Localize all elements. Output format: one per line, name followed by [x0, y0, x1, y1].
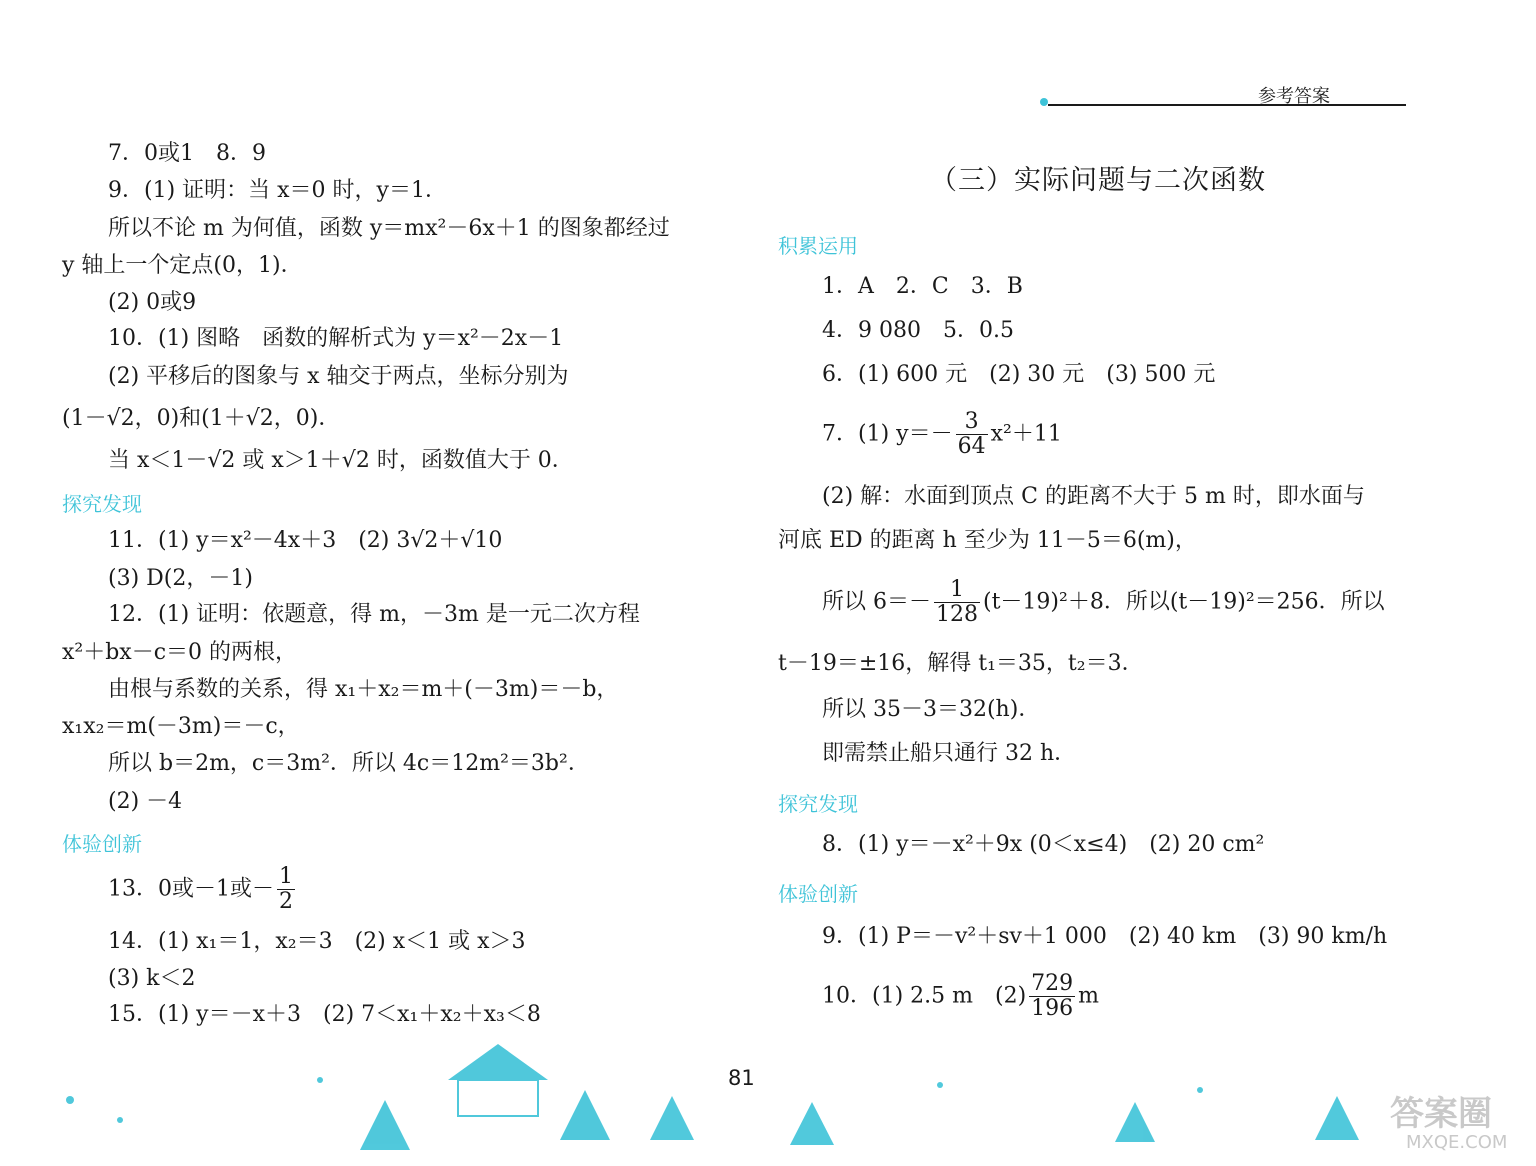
- answer-line: 河底 ED 的距离 h 至少为 11－5＝6(m)，: [778, 528, 1197, 553]
- snowflake-shape: [66, 1096, 74, 1104]
- answer-q10: [822, 972, 1099, 1021]
- section-explore: 探究发现: [62, 492, 142, 516]
- header-label: 参考答案: [1258, 86, 1330, 107]
- answer-line: 15．(1) y＝－x＋3 (2) 7＜x₁＋x₂＋x₃＜8: [108, 1002, 541, 1027]
- q13-text: 13．0或－1或－: [108, 876, 274, 902]
- eq-text: 所以 6＝－: [822, 589, 931, 615]
- footer-decoration: [0, 1030, 1536, 1166]
- tree-shape: [650, 1096, 694, 1140]
- q7-suffix: x²＋11: [990, 421, 1062, 447]
- page-number: 81: [728, 1066, 755, 1090]
- answer-line: 所以 b＝2m，c＝3m²．所以 4c＝12m²＝3b²．: [108, 751, 590, 776]
- fraction: [934, 578, 980, 627]
- answer-line: 7．0或1 8．9: [108, 141, 266, 166]
- section-innovate: 体验创新: [62, 832, 142, 856]
- header-rule: [1048, 104, 1406, 106]
- section-practice: 积累运用: [778, 234, 858, 258]
- answer-line: 1．A 2．C 3．B: [822, 274, 1023, 299]
- section-explore-right: 探究发现: [778, 792, 858, 816]
- answer-line: 所以 35－3＝32(h)．: [822, 697, 1041, 722]
- tree-shape: [560, 1090, 610, 1140]
- answer-line: x²＋bx－c＝0 的两根，: [62, 640, 298, 665]
- answer-line: 9．(1) P＝－v²＋sv＋1 000 (2) 40 km (3) 90 km/h: [822, 924, 1388, 949]
- watermark-site: MXQE.COM: [1406, 1132, 1508, 1153]
- answer-line: 11．(1) y＝x²－4x＋3 (2) 3√2＋√10: [108, 528, 503, 553]
- answer-eq: [822, 578, 1385, 627]
- fraction-num: 3: [956, 410, 988, 435]
- snowflake-shape: [317, 1077, 323, 1083]
- house-body-shape: [458, 1080, 538, 1116]
- snowflake-shape: [937, 1082, 943, 1088]
- answer-line: 由根与系数的关系，得 x₁＋x₂＝m＋(－3m)＝－b，: [108, 677, 619, 702]
- answer-line: 8．(1) y＝－x²＋9x (0＜x≤4) (2) 20 cm²: [822, 832, 1265, 857]
- answer-line: (2) 0或9: [108, 290, 197, 315]
- answer-line: x₁x₂＝m(－3m)＝－c，: [62, 714, 300, 739]
- fraction-den: 2: [279, 889, 293, 915]
- answer-line: 所以不论 m 为何值，函数 y＝mx²－6x＋1 的图象都经过: [108, 216, 670, 241]
- section-innovate-right: 体验创新: [778, 882, 858, 906]
- answer-line: 4．9 080 5．0.5: [822, 318, 1014, 343]
- answer-line: (1－√2，0)和(1＋√2，0)．: [62, 406, 341, 431]
- answer-line: 9．(1) 证明：当 x＝0 时，y＝1．: [108, 178, 447, 203]
- q7-text: 7．(1) y＝－: [822, 421, 953, 447]
- eq-suffix: (t－19)²＋8．所以(t－19)²＝256．所以: [983, 589, 1385, 615]
- fraction-den: 196: [1031, 996, 1074, 1022]
- fraction-den: 64: [957, 434, 986, 460]
- tree-shape: [360, 1100, 410, 1150]
- snowflake-shape: [1197, 1087, 1203, 1093]
- snow-scene-illustration: [0, 1030, 1536, 1166]
- fraction-den: 128: [936, 602, 978, 628]
- answer-line: 即需禁止船只通行 32 h．: [822, 741, 1077, 766]
- answer-line: t－19＝±16，解得 t₁＝35，t₂＝3．: [778, 651, 1144, 676]
- fraction-num: 1: [934, 578, 980, 603]
- answer-line: (3) D(2，－1): [108, 566, 253, 591]
- fraction: [277, 865, 295, 914]
- tree-shape: [790, 1102, 834, 1145]
- fraction-num: 1: [279, 864, 293, 889]
- header-dot: [1040, 98, 1048, 106]
- tree-shape: [1115, 1102, 1155, 1142]
- answer-line: 12．(1) 证明：依题意，得 m，－3m 是一元二次方程: [108, 602, 640, 627]
- answer-line: (2) －4: [108, 789, 183, 814]
- answer-line: (3) k＜2: [108, 966, 196, 991]
- answer-line: (2) 解：水面到顶点 C 的距离不大于 5 m 时，即水面与: [822, 484, 1365, 509]
- answer-line: 14．(1) x₁＝1，x₂＝3 (2) x＜1 或 x＞3: [108, 929, 526, 954]
- answer-line: (2) 平移后的图象与 x 轴交于两点，坐标分别为: [108, 364, 569, 389]
- answer-line: 当 x＜1－√2 或 x＞1＋√2 时，函数值大于 0．: [108, 448, 574, 473]
- fraction: [956, 410, 988, 459]
- answer-line: 10．(1) 图略 函数的解析式为 y＝x²－2x－1: [108, 326, 564, 351]
- watermark-brand: 答案圈: [1390, 1094, 1492, 1134]
- answer-line: y 轴上一个定点(0，1)．: [62, 253, 303, 278]
- tree-shape: [1315, 1096, 1359, 1140]
- answer-q13: [108, 865, 298, 914]
- house-roof-shape: [448, 1044, 548, 1080]
- q10-suffix: m: [1078, 983, 1100, 1009]
- answer-line: 6．(1) 600 元 (2) 30 元 (3) 500 元: [822, 362, 1216, 387]
- q10-text: 10．(1) 2.5 m (2): [822, 983, 1027, 1009]
- snowflake-shape: [117, 1117, 123, 1123]
- fraction-num: 729: [1031, 971, 1074, 996]
- answer-q7: [822, 410, 1062, 459]
- fraction: [1029, 972, 1075, 1021]
- section-title: （三）实际问题与二次函数: [930, 165, 1266, 196]
